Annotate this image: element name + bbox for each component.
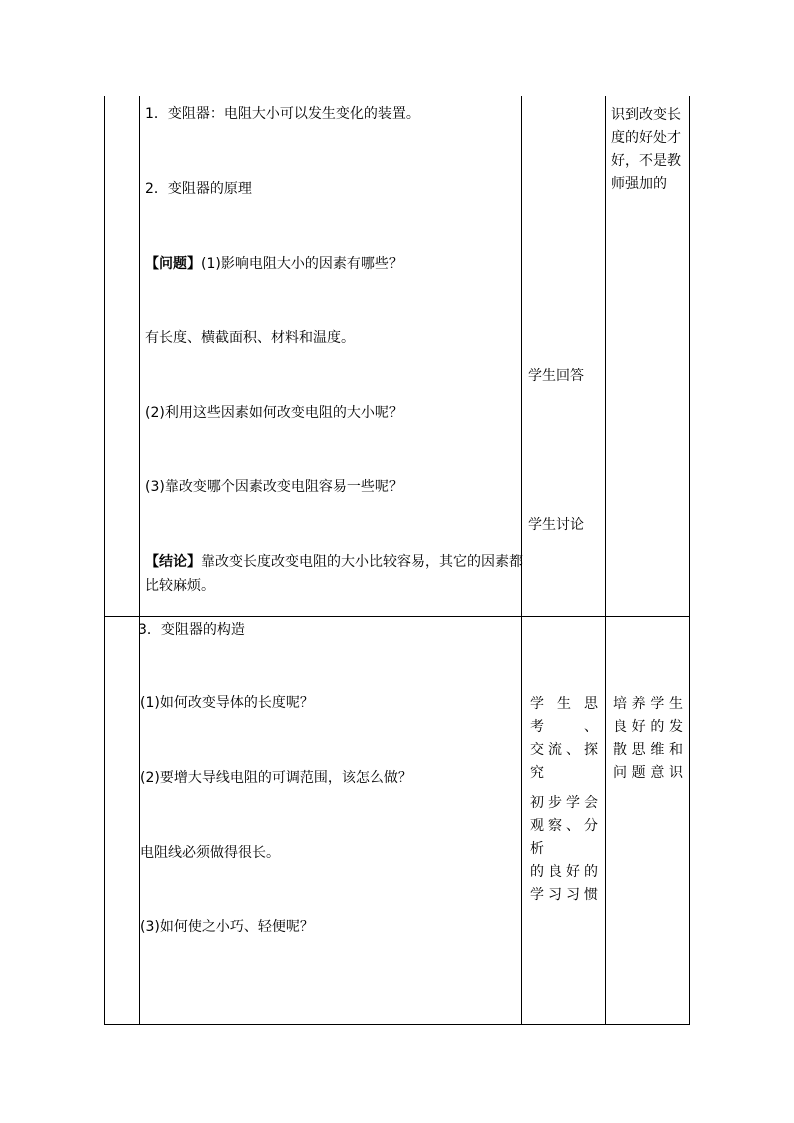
question-1-text: (1)影响电阻大小的因素有哪些？ xyxy=(201,256,403,272)
design-intent-2-line-2: 良好的发 xyxy=(613,719,683,735)
content-item-1: 1．变阻器：电阻大小可以发生变化的装置。 xyxy=(145,106,420,122)
design-intent-2-line-3: 散思维和 xyxy=(613,742,683,758)
student-activity-habits-line-2: 观察、分析 xyxy=(530,818,598,857)
conclusion-tag: 【结论】 xyxy=(145,554,201,570)
design-intent-2-line-4: 问题意识 xyxy=(613,765,683,781)
design-intent-2-line-1: 培养学生 xyxy=(613,696,683,712)
design-intent-1 xyxy=(611,104,684,196)
row-divider xyxy=(104,616,690,617)
student-activity-answer: 学生回答 xyxy=(528,368,584,384)
student-activity-habits-line-4: 学习习惯 xyxy=(530,887,598,903)
table-border-right xyxy=(689,96,690,1025)
content-item-3: 3．变阻器的构造 xyxy=(138,622,245,638)
question-3: (3)靠改变哪个因素改变电阻容易一些呢？ xyxy=(145,479,403,495)
table-border-bottom xyxy=(104,1024,690,1025)
question-tag: 【问题】 xyxy=(145,256,201,272)
design-intent-2 xyxy=(613,693,683,785)
column-divider-intent-left xyxy=(605,96,606,1025)
design-intent-1-line-2: 度的好处才 xyxy=(611,130,681,146)
table-border-left xyxy=(104,96,105,1025)
student-activity-explore-line-2: 交流、探究 xyxy=(530,742,598,781)
student-activity-explore xyxy=(530,693,598,785)
conclusion-line-2: 比较麻烦。 xyxy=(145,578,215,594)
student-activity-habits-line-3: 的良好的 xyxy=(530,864,598,880)
design-intent-1-line-4: 师强加的 xyxy=(611,176,667,192)
structure-question-3: (3)如何使之小巧、轻便呢？ xyxy=(140,919,314,935)
student-activity-habits-line-1: 初步学会 xyxy=(530,795,598,811)
column-divider-content-left xyxy=(139,96,140,1025)
structure-question-2: (2)要增大导线电阻的可调范围，该怎么做？ xyxy=(140,770,412,786)
question-1 xyxy=(145,255,403,273)
content-item-2: 2．变阻器的原理 xyxy=(145,181,252,197)
student-activity-habits xyxy=(530,792,598,907)
student-activity-explore-line-1: 学生思考、 xyxy=(530,696,598,735)
conclusion-line-1 xyxy=(145,553,523,571)
structure-answer-2: 电阻线必须做得很长。 xyxy=(140,845,280,861)
design-intent-1-line-1: 识到改变长 xyxy=(611,107,681,123)
structure-question-1: (1)如何改变导体的长度呢？ xyxy=(140,695,314,711)
answer-1: 有长度、横截面积、材料和温度。 xyxy=(145,330,355,346)
question-2: (2)利用这些因素如何改变电阻的大小呢？ xyxy=(145,405,403,421)
conclusion-text: 靠改变长度改变电阻的大小比较容易，其它的因素都 xyxy=(201,554,523,570)
design-intent-1-line-3: 好，不是教 xyxy=(611,153,681,169)
student-activity-discuss: 学生讨论 xyxy=(528,517,584,533)
